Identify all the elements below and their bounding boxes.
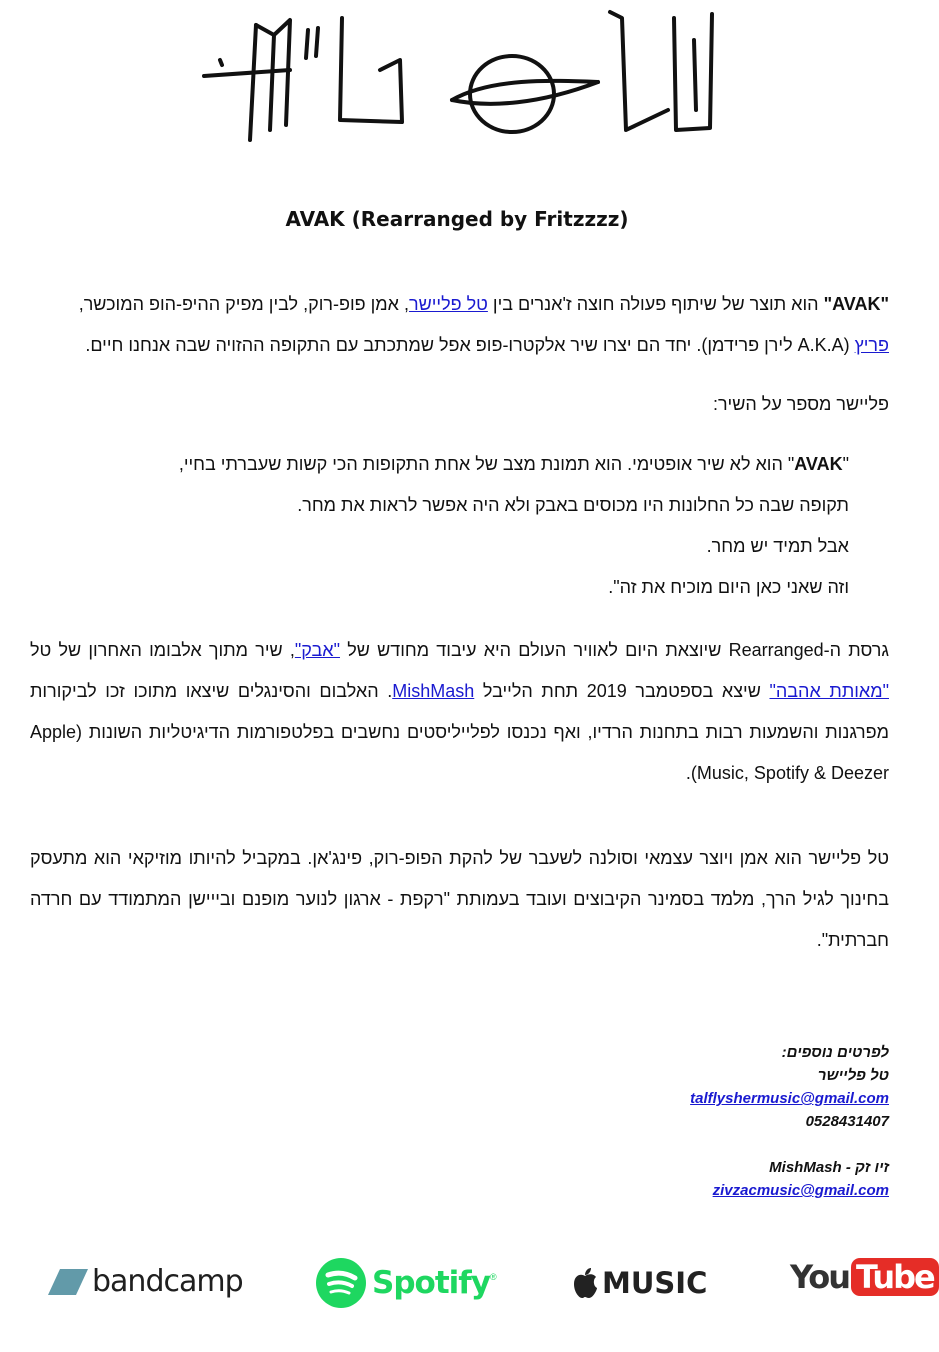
- release-text-b: , שיר מתוך אלבומו האחרון של טל: [30, 640, 295, 660]
- release-paragraph: [30, 630, 889, 794]
- contact-phone-tal: 0528431407: [805, 1113, 889, 1130]
- intro-text-a: הוא תוצר של שיתוף פעולה חוצה ז'אנרים בין: [487, 294, 824, 314]
- release-text-d: . האלבום והסינגלים שיצאו מתוכו זכו לביקורות מפרגנות והשמעות רבות בתחנות הרדיו, ואף נכנסו לפלייליסטים נחשבים בפלטפורמות הדיגיטליות השונות (Apple Music, Spotify & Deezer).: [30, 681, 889, 783]
- link-fritz[interactable]: פריץ: [854, 335, 889, 355]
- link-avak-song[interactable]: "אבק": [294, 640, 340, 660]
- apple-music-link[interactable]: [572, 1266, 707, 1300]
- quote-avak-bold: AVAK: [794, 454, 843, 474]
- tells-about-song: פליישר מספר על השיר:: [712, 394, 889, 414]
- youtube-icon: [790, 1258, 939, 1296]
- contact-block: [690, 1041, 889, 1202]
- contact-email-ziv[interactable]: zivzacmusic@gmail.com: [712, 1182, 889, 1199]
- intro-avak-bold: "AVAK": [823, 294, 889, 314]
- link-mishmash-label[interactable]: MishMash: [392, 681, 475, 701]
- release-text-a: גרסת ה-Rearranged שיוצאת היום לאוויר העולם היא עיבוד מחודש של: [339, 640, 890, 660]
- platform-logos: [0, 1248, 934, 1318]
- bandcamp-icon: [48, 1269, 88, 1295]
- spotify-icon: [316, 1258, 366, 1308]
- quote-line-3: אבל תמיד יש מחר.: [706, 536, 849, 556]
- quote-open-mark: ": [842, 454, 849, 474]
- spotify-label: Spotify: [372, 1265, 490, 1301]
- apple-music-label: MUSIC: [602, 1266, 708, 1300]
- bandcamp-label: bandcamp: [92, 1264, 243, 1299]
- quote-line-1-rest: " הוא לא שיר אופטימי. הוא תמונת מצב של אחת התקופות הכי קשות שעברתי בחיי,: [178, 454, 795, 474]
- release-text-c: שיצא בספטמבר 2019 תחת הלייבל: [474, 681, 770, 701]
- quote-line-4: וזה שאני כאן היום מוכיח את זה".: [608, 577, 849, 597]
- intro-paragraph: [30, 284, 889, 366]
- page-title: AVAK (Rearranged by Fritzzzz): [285, 207, 629, 231]
- quote-line-2: תקופה שבה כל החלונות היו מכוסים באבק ולא היה אפשר לראות את מחר.: [297, 495, 849, 515]
- bio-paragraph: טל פליישר הוא אמן ויוצר עצמאי וסולנה לשעבר של להקת הפופ-רוק, פינג'אן. במקביל להיותו מוזיקאי הוא מתעסק בחינוך לגיל הרך, מלמד בסמינר הקיבוצים ועובד בעמותת "רקפת - ארגון לנוער מופנם ובייישן המתמודד עם חרדה חברתית".: [30, 848, 889, 950]
- contact-name-tal: טל פליישר: [817, 1067, 889, 1084]
- spotify-link[interactable]: [316, 1258, 497, 1308]
- contact-email-tal[interactable]: talflyshermusic@gmail.com: [690, 1090, 889, 1107]
- quote-line-1: [179, 454, 849, 475]
- bandcamp-link[interactable]: [48, 1264, 243, 1299]
- youtube-tube-label: Tube: [856, 1258, 934, 1296]
- youtube-tube-box: [851, 1258, 939, 1296]
- contact-heading: לפרטים נוספים:: [781, 1044, 889, 1061]
- contact-name-ziv: זיו זק - MishMash: [769, 1159, 889, 1176]
- spotify-registered-mark: ®: [489, 1272, 497, 1282]
- youtube-you-label: You: [790, 1258, 849, 1296]
- youtube-link[interactable]: [790, 1258, 939, 1296]
- link-album[interactable]: "מאותת אהבה": [769, 681, 889, 701]
- intro-text-b: , אמן פופ-רוק, לבין מפיק ההיפ-הופ המוכשר,: [78, 294, 409, 314]
- intro-text-c: (A.K.A לירן פרידמן). יחד הם יצרו שיר אלקטרו-פופ אפל שמתכתב עם התקופה ההזויה שבה אנחנו חיים.: [85, 335, 855, 355]
- handwritten-logo: [190, 0, 730, 150]
- link-tal-flysher[interactable]: טל פליישר: [408, 294, 488, 314]
- apple-icon: [572, 1267, 598, 1299]
